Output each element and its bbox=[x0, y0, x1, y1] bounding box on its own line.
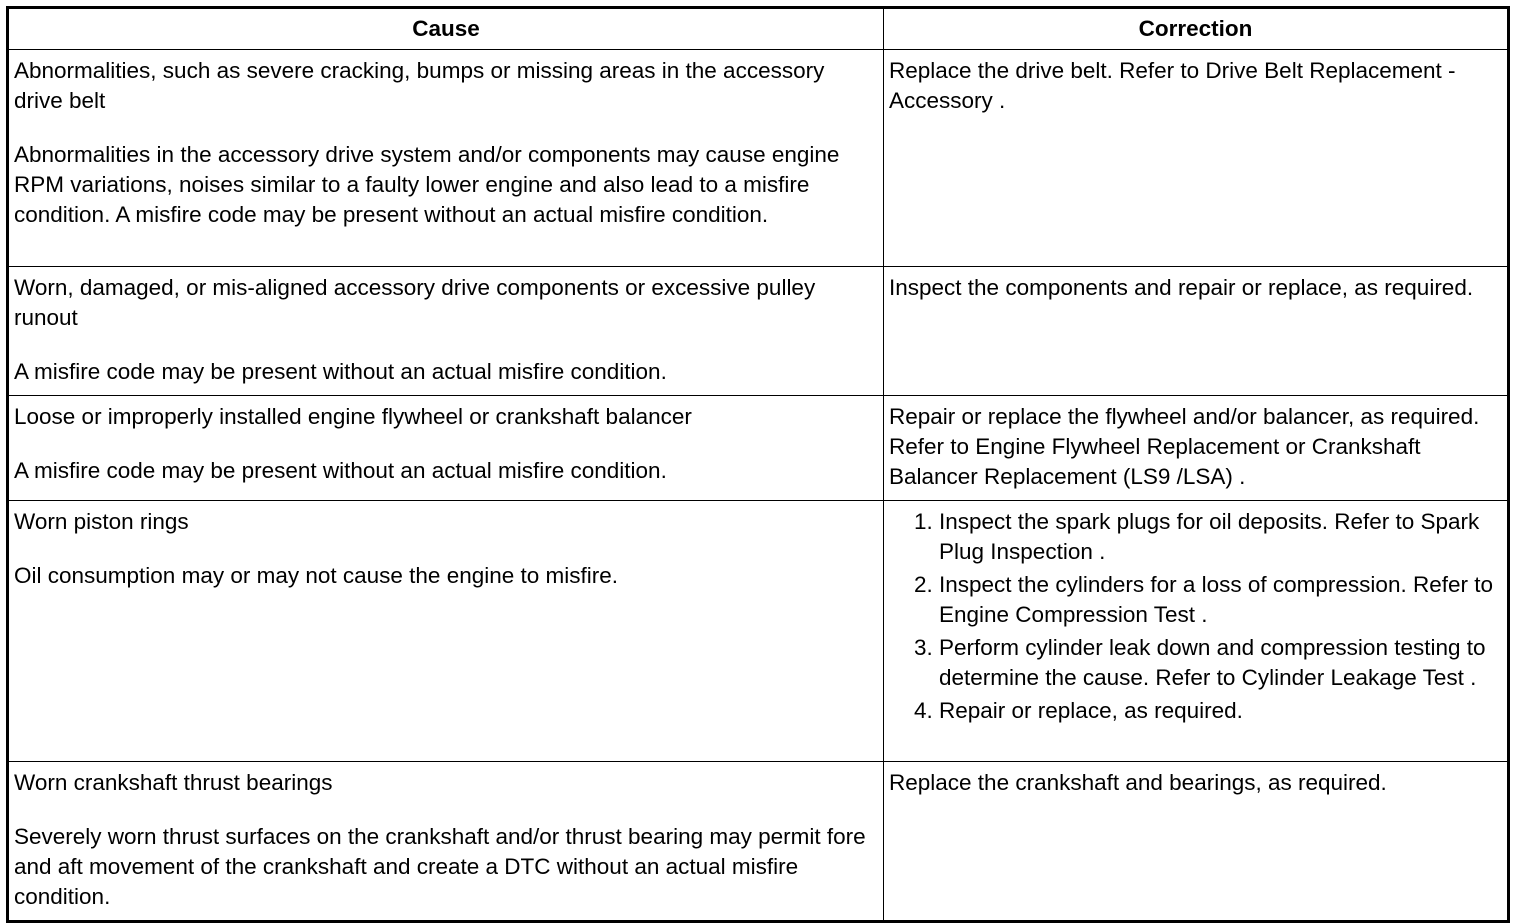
correction-text: Inspect the components and repair or replace, as required. bbox=[889, 275, 1474, 300]
cause-cell bbox=[8, 396, 884, 501]
correction-text: Replace the drive belt. Refer to Drive Belt Replacement - Accessory . bbox=[889, 58, 1456, 113]
correction-step: 2. Inspect the cylinders for a loss of compression. Refer to Engine Compression Test . bbox=[939, 570, 1502, 630]
correction-step: 3. Perform cylinder leak down and compression testing to determine the cause. Refer to Cylinder Leakage Test . bbox=[939, 633, 1502, 693]
cause-cell bbox=[8, 267, 884, 396]
cause-title: Worn crankshaft thrust bearings bbox=[14, 770, 333, 795]
correction-text: Repair or replace the flywheel and/or balancer, as required. Refer to Engine Flywheel Replacement or Crankshaft Balancer Replacement (LS9 /LSA) . bbox=[889, 404, 1480, 489]
correction-step: 1. Inspect the spark plugs for oil deposits. Refer to Spark Plug Inspection . bbox=[939, 507, 1502, 567]
table-row bbox=[8, 50, 1509, 267]
cause-title: Abnormalities, such as severe cracking, bumps or missing areas in the accessory drive belt bbox=[14, 58, 825, 113]
cause-cell bbox=[8, 50, 884, 267]
cause-cell bbox=[8, 762, 884, 922]
cause-note: Severely worn thrust surfaces on the crankshaft and/or thrust bearing may permit fore and aft movement of the crankshaft and create a DTC without an actual misfire condition. bbox=[14, 824, 866, 909]
header-cause: Cause bbox=[8, 8, 884, 50]
table-row bbox=[8, 501, 1509, 762]
cause-note: Oil consumption may or may not cause the engine to misfire. bbox=[14, 563, 619, 588]
diagnostic-table bbox=[6, 6, 1510, 923]
cause-note: Abnormalities in the accessory drive system and/or components may cause engine RPM variations, noises similar to a faulty lower engine and also lead to a misfire condition. A misfire code may be present without an actual misfire condition. bbox=[14, 142, 840, 227]
correction-cell bbox=[884, 267, 1509, 396]
correction-text: Replace the crankshaft and bearings, as required. bbox=[889, 770, 1387, 795]
table-row bbox=[8, 762, 1509, 922]
correction-steps-list bbox=[889, 507, 1502, 726]
cause-title: Loose or improperly installed engine flywheel or crankshaft balancer bbox=[14, 404, 692, 429]
table-row bbox=[8, 396, 1509, 501]
correction-cell bbox=[884, 50, 1509, 267]
table-row bbox=[8, 267, 1509, 396]
cause-title: Worn piston rings bbox=[14, 509, 189, 534]
table-header-row bbox=[8, 8, 1509, 50]
cause-note: A misfire code may be present without an actual misfire condition. bbox=[14, 458, 667, 483]
correction-step: 4. Repair or replace, as required. bbox=[939, 696, 1502, 726]
correction-cell bbox=[884, 762, 1509, 922]
header-correction: Correction bbox=[884, 8, 1509, 50]
cause-title: Worn, damaged, or mis-aligned accessory drive components or excessive pulley runout bbox=[14, 275, 816, 330]
cause-cell bbox=[8, 501, 884, 762]
correction-cell bbox=[884, 501, 1509, 762]
cause-note: A misfire code may be present without an actual misfire condition. bbox=[14, 359, 667, 384]
correction-cell bbox=[884, 396, 1509, 501]
